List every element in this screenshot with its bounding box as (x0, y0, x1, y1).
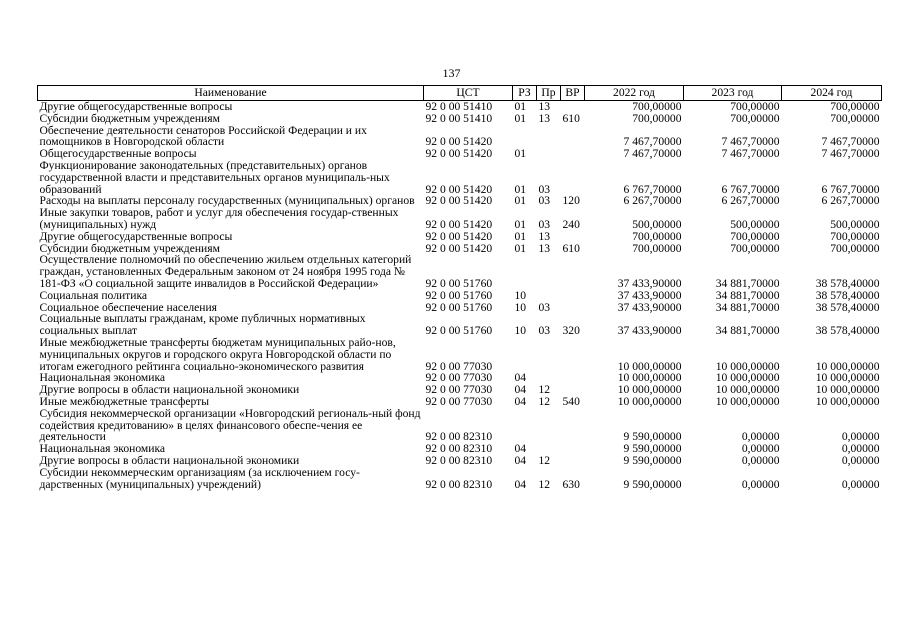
cell-vr (561, 231, 585, 243)
cell-rz (513, 337, 537, 372)
cell-pr: 03 (538, 194, 551, 208)
cell-rz: 01 (514, 241, 527, 255)
cell-cst: 92 0 00 51410 (425, 111, 493, 125)
cell-y2023: 700,00000 (730, 241, 780, 255)
cell-y2022: 10 000,00000 (617, 359, 682, 373)
cell-name: Иные межбюджетные трансферты бюджетам муниципальных райо-нов, муниципальных округов и городского округа Новгородской области по итогам ежегодного рейтинга социально-экономического развития (39, 335, 396, 373)
cell-y2024: 0,00000 (841, 477, 880, 491)
cell-rz: 04 (514, 442, 527, 456)
cell-y2024: 10 000,00000 (815, 371, 880, 385)
cell-y2024: 38 578,40000 (815, 276, 880, 290)
cell-rz: 04 (514, 383, 527, 397)
table-row (38, 467, 882, 491)
cell-y2023: 7 467,70000 (721, 135, 780, 149)
cell-y2024: 700,00000 (830, 229, 880, 243)
cell-cst: 92 0 00 51420 (425, 217, 493, 231)
cell-vr (561, 372, 585, 384)
cell-cst: 92 0 00 51420 (425, 241, 493, 255)
cell-cst: 92 0 00 51420 (425, 229, 493, 243)
cell-y2024: 7 467,70000 (821, 147, 880, 161)
cell-y2022: 10 000,00000 (617, 394, 682, 408)
cell-cst: 92 0 00 82310 (425, 430, 493, 444)
cell-rz (513, 125, 537, 149)
cell-pr: 03 (538, 300, 551, 314)
cell-rz: 10 (514, 288, 527, 302)
cell-cst: 92 0 00 51760 (425, 276, 493, 290)
cell-y2023: 10 000,00000 (715, 383, 780, 397)
cell-rz: 04 (514, 371, 527, 385)
cell-y2022: 7 467,70000 (623, 135, 682, 149)
cell-y2024: 10 000,00000 (815, 359, 880, 373)
cell-y2022: 37 433,90000 (617, 300, 682, 314)
cell-name: Социальные выплаты гражданам, кроме публичных нормативных социальных выплат (39, 312, 366, 338)
cell-rz: 01 (514, 194, 527, 208)
cell-name: Национальная экономика (39, 371, 166, 385)
cell-y2024: 10 000,00000 (815, 383, 880, 397)
cell-y2022: 700,00000 (632, 241, 682, 255)
column-header-2023: 2023 год (684, 86, 782, 101)
cell-pr (537, 337, 561, 372)
cell-pr: 13 (538, 229, 551, 243)
cell-y2022: 6 267,70000 (623, 194, 682, 208)
cell-y2024: 6 267,70000 (821, 194, 880, 208)
cell-cst: 92 0 00 51420 (425, 147, 493, 161)
cell-y2022: 6 767,70000 (623, 182, 682, 196)
column-header-vr: ВР (561, 86, 585, 101)
cell-pr: 12 (538, 383, 551, 397)
cell-name: Другие общегосударственные вопросы (39, 229, 233, 243)
cell-vr: 240 (562, 217, 580, 231)
cell-y2023: 34 881,70000 (715, 324, 780, 338)
cell-name: Общегосударственные вопросы (39, 147, 197, 161)
cell-cst: 92 0 00 82310 (425, 453, 493, 467)
cell-y2022: 700,00000 (632, 111, 682, 125)
cell-pr: 03 (538, 324, 551, 338)
cell-y2024: 700,00000 (830, 241, 880, 255)
cell-y2023: 34 881,70000 (715, 276, 780, 290)
cell-y2022: 9 590,00000 (623, 477, 682, 491)
cell-vr: 320 (562, 324, 580, 338)
cell-y2022: 9 590,00000 (623, 430, 682, 444)
cell-rz: 10 (514, 324, 527, 338)
cell-y2024: 38 578,40000 (815, 300, 880, 314)
cell-vr (561, 443, 585, 455)
cell-cst: 92 0 00 77030 (425, 359, 493, 373)
cell-name: Национальная экономика (39, 442, 166, 456)
cell-name: Субсидия некоммерческой организации «Новгородский региональ-ный фонд содействия кредитованию» в целях финансового обеспе-чения ее деятельности (39, 406, 421, 444)
table-row (38, 231, 882, 243)
cell-y2022: 10 000,00000 (617, 383, 682, 397)
cell-rz (513, 254, 537, 289)
cell-name: Субсидии бюджетным учреждениям (39, 111, 220, 125)
cell-cst: 92 0 00 77030 (425, 371, 493, 385)
cell-pr: 03 (538, 217, 551, 231)
cell-pr: 12 (538, 453, 551, 467)
cell-y2023: 0,00000 (741, 477, 780, 491)
cell-rz: 01 (514, 100, 527, 113)
cell-y2024: 38 578,40000 (815, 324, 880, 338)
cell-pr (537, 254, 561, 289)
table-row (38, 125, 882, 149)
cell-pr: 13 (538, 100, 551, 113)
cell-name: Обеспечение деятельности сенаторов Российской Федерации и их помощников в Новгородской области (39, 123, 367, 149)
cell-vr: 120 (562, 194, 580, 208)
cell-pr (537, 125, 561, 149)
cell-cst: 92 0 00 51760 (425, 288, 493, 302)
cell-y2024: 7 467,70000 (821, 135, 880, 149)
cell-y2023: 7 467,70000 (721, 147, 780, 161)
cell-y2022: 37 433,90000 (617, 288, 682, 302)
cell-pr: 13 (538, 111, 551, 125)
budget-table (37, 85, 882, 490)
column-header-pr: Пр (537, 86, 561, 101)
cell-y2024: 0,00000 (841, 453, 880, 467)
cell-vr (561, 125, 585, 149)
cell-y2023: 10 000,00000 (715, 394, 780, 408)
cell-vr (561, 160, 585, 195)
table-row (38, 290, 882, 302)
cell-y2022: 500,00000 (632, 217, 682, 231)
cell-cst: 92 0 00 51420 (425, 194, 493, 208)
cell-name: Другие общегосударственные вопросы (39, 100, 233, 113)
cell-vr (561, 337, 585, 372)
cell-vr (561, 455, 585, 467)
column-header-rz: РЗ (513, 86, 537, 101)
table-row (38, 455, 882, 467)
cell-y2023: 0,00000 (741, 453, 780, 467)
cell-name: Социальное обеспечение населения (39, 300, 218, 314)
table-row (38, 254, 882, 289)
table-body (38, 101, 882, 491)
cell-y2022: 37 433,90000 (617, 276, 682, 290)
cell-y2022: 7 467,70000 (623, 147, 682, 161)
cell-rz: 01 (514, 111, 527, 125)
cell-y2022: 9 590,00000 (623, 442, 682, 456)
cell-y2023: 10 000,00000 (715, 371, 780, 385)
table-row (38, 113, 882, 125)
cell-y2023: 6 267,70000 (721, 194, 780, 208)
table-row (38, 101, 882, 113)
cell-y2024: 700,00000 (830, 100, 880, 113)
cell-y2023: 500,00000 (730, 217, 780, 231)
table-header-row (38, 86, 882, 101)
table-row (38, 207, 882, 231)
cell-name: Функционирование законодательных (представительных) органов государственной власти и представительных органов муниципаль-ных образований (39, 158, 390, 196)
cell-y2022: 37 433,90000 (617, 324, 682, 338)
cell-y2024: 500,00000 (830, 217, 880, 231)
cell-y2023: 34 881,70000 (715, 300, 780, 314)
cell-rz: 01 (514, 147, 527, 161)
cell-name: Иные межбюджетные трансферты (39, 394, 210, 408)
cell-y2022: 9 590,00000 (623, 453, 682, 467)
cell-y2022: 700,00000 (632, 229, 682, 243)
cell-y2023: 10 000,00000 (715, 359, 780, 373)
cell-cst: 92 0 00 82310 (425, 477, 493, 491)
column-header-2022: 2022 год (585, 86, 684, 101)
cell-vr (561, 148, 585, 160)
cell-pr: 12 (538, 394, 551, 408)
cell-y2022: 10 000,00000 (617, 371, 682, 385)
cell-cst: 92 0 00 82310 (425, 442, 493, 456)
cell-rz: 01 (514, 217, 527, 231)
cell-y2023: 700,00000 (730, 229, 780, 243)
cell-vr: 540 (562, 394, 580, 408)
column-header-name: Наименование (38, 86, 424, 101)
cell-name: Субсидии некоммерческим организациям (за исключением госу-дарственных (муниципальных) учреждений) (39, 465, 360, 491)
cell-y2023: 6 767,70000 (721, 182, 780, 196)
page-number: 137 (442, 66, 461, 80)
cell-pr (537, 290, 561, 302)
table-row (38, 396, 882, 408)
cell-vr (561, 408, 585, 443)
table-row (38, 160, 882, 195)
cell-vr: 610 (562, 241, 580, 255)
cell-pr: 12 (538, 477, 551, 491)
cell-y2024: 6 767,70000 (821, 182, 880, 196)
cell-rz: 04 (514, 453, 527, 467)
table-row (38, 313, 882, 337)
cell-cst: 92 0 00 51760 (425, 324, 493, 338)
cell-vr (561, 101, 585, 113)
cell-y2023: 0,00000 (741, 442, 780, 456)
cell-y2024: 10 000,00000 (815, 394, 880, 408)
cell-rz: 01 (514, 229, 527, 243)
cell-pr: 03 (538, 182, 551, 196)
cell-rz: 10 (514, 300, 527, 314)
cell-y2022: 700,00000 (632, 100, 682, 113)
cell-pr: 13 (538, 241, 551, 255)
cell-vr: 610 (562, 111, 580, 125)
cell-vr: 630 (562, 477, 580, 491)
cell-y2023: 0,00000 (741, 430, 780, 444)
cell-rz: 04 (514, 477, 527, 491)
cell-cst: 92 0 00 51420 (425, 135, 493, 149)
cell-y2023: 700,00000 (730, 100, 780, 113)
cell-name: Иные закупки товаров, работ и услуг для обеспечения государ-ственных (муниципальных) нужд (39, 206, 399, 231)
cell-rz: 01 (514, 182, 527, 196)
cell-rz: 04 (514, 394, 527, 408)
cell-cst: 92 0 00 51760 (425, 300, 493, 314)
cell-y2023: 34 881,70000 (715, 288, 780, 302)
cell-name: Другие вопросы в области национальной экономики (39, 383, 300, 397)
cell-pr (537, 148, 561, 160)
cell-vr (561, 302, 585, 314)
cell-cst: 92 0 00 77030 (425, 394, 493, 408)
cell-vr (561, 290, 585, 302)
cell-pr (537, 408, 561, 443)
cell-y2024: 700,00000 (830, 111, 880, 125)
cell-y2024: 0,00000 (841, 442, 880, 456)
cell-cst: 92 0 00 51410 (425, 100, 493, 113)
cell-name: Осуществление полномочий по обеспечению жильем отдельных категорий граждан, установленных Федеральным законом от 24 ноября 1995 года № 181-ФЗ «О социальной защите инвалидов в Российской Федерации» (39, 253, 412, 290)
cell-name: Субсидии бюджетным учреждениям (39, 241, 220, 255)
column-header-2024: 2024 год (782, 86, 882, 101)
cell-rz (513, 408, 537, 443)
column-header-cst: ЦСТ (424, 86, 513, 101)
cell-name: Социальная политика (39, 288, 148, 302)
cell-y2023: 700,00000 (730, 111, 780, 125)
cell-name: Расходы на выплаты персоналу государственных (муниципальных) органов (39, 194, 415, 208)
cell-y2024: 38 578,40000 (815, 288, 880, 302)
cell-name: Другие вопросы в области национальной экономики (39, 453, 300, 467)
table-row (38, 408, 882, 443)
cell-cst: 92 0 00 51420 (425, 182, 493, 196)
cell-cst: 92 0 00 77030 (425, 383, 493, 397)
cell-vr (561, 254, 585, 289)
cell-y2024: 0,00000 (841, 430, 880, 444)
table-row (38, 337, 882, 372)
